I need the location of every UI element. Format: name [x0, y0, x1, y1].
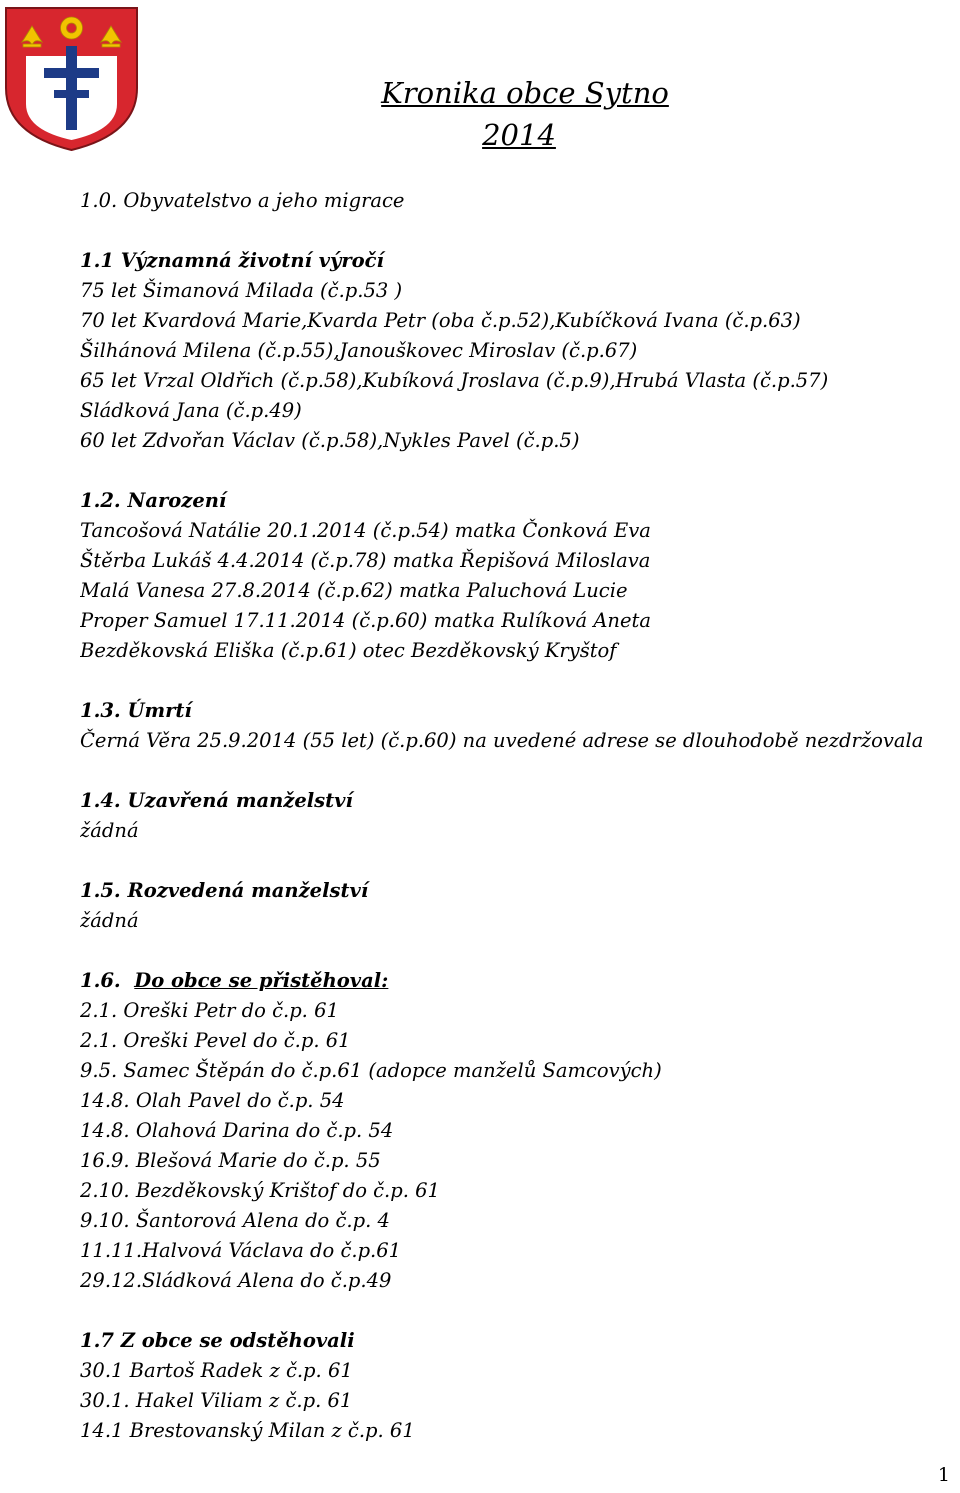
- section-heading-1-4: 1.4. Uzavřená manželství: [80, 789, 353, 812]
- list-item: Malá Vanesa 27.8.2014 (č.p.62) matka Paluchová Lucie: [80, 579, 628, 602]
- section-heading-1-3: 1.3. Úmrtí: [80, 699, 192, 722]
- list-item: Štěrba Lukáš 4.4.2014 (č.p.78) matka Řepišová Miloslava: [80, 549, 651, 572]
- page-number: 1: [937, 1464, 950, 1486]
- section-heading-1-6: [80, 966, 940, 996]
- list-item: 2.10. Bezděkovský Krištof do č.p. 61: [80, 1179, 440, 1202]
- list-item: žádná: [80, 909, 139, 932]
- list-item: Šilhánová Milena (č.p.55),Janouškovec Miroslav (č.p.67): [80, 339, 638, 362]
- list-item: žádná: [80, 819, 139, 842]
- section-heading-1-5: 1.5. Rozvedená manželství: [80, 879, 369, 902]
- list-item: 29.12.Sládková Alena do č.p.49: [80, 1269, 392, 1292]
- list-item: 65 let Vrzal Oldřich (č.p.58),Kubíková Jroslava (č.p.9),Hrubá Vlasta (č.p.57): [80, 369, 829, 392]
- section-heading-1-7: 1.7 Z obce se odstěhovali: [80, 1329, 355, 1352]
- list-item: 60 let Zdvořan Václav (č.p.58),Nykles Pavel (č.p.5): [80, 429, 580, 452]
- section-main-heading: 1.0. Obyvatelstvo a jeho migrace: [80, 189, 405, 212]
- list-item: 11.11.Halvová Václava do č.p.61: [80, 1239, 402, 1262]
- list-item: Černá Věra 25.9.2014 (55 let) (č.p.60) na uvedené adrese se dlouhodobě nezdržovala: [80, 729, 924, 752]
- list-item: 75 let Šimanová Milada (č.p.53 ): [80, 279, 403, 302]
- list-item: 9.10. Šantorová Alena do č.p. 4: [80, 1209, 390, 1232]
- list-item: 9.5. Samec Štěpán do č.p.61 (adopce manželů Samcových): [80, 1059, 662, 1082]
- title-block: [380, 72, 670, 156]
- chronicle-content: [80, 186, 940, 1446]
- list-item: 14.8. Olahová Darina do č.p. 54: [80, 1119, 394, 1142]
- list-item: Sládková Jana (č.p.49): [80, 399, 302, 422]
- document-year: 2014: [482, 118, 556, 152]
- list-item: 70 let Kvardová Marie,Kvarda Petr (oba č.p.52),Kubíčková Ivana (č.p.63): [80, 309, 801, 332]
- list-item: 2.1. Oreški Petr do č.p. 61: [80, 999, 339, 1022]
- section-title: Do obce se přistěhoval:: [134, 969, 389, 992]
- section-heading-1-1: 1.1 Významná životní výročí: [80, 249, 384, 272]
- section-heading-1-2: 1.2. Narození: [80, 489, 227, 512]
- list-item: 16.9. Blešová Marie do č.p. 55: [80, 1149, 381, 1172]
- document-title: Kronika obce Sytno: [381, 76, 669, 110]
- list-item: Tancošová Natálie 20.1.2014 (č.p.54) matka Čonková Eva: [80, 519, 651, 542]
- list-item: Bezděkovská Eliška (č.p.61) otec Bezděkovský Kryštof: [80, 639, 617, 662]
- list-item: 14.1 Brestovanský Milan z č.p. 61: [80, 1419, 415, 1442]
- coat-of-arms-icon: [4, 6, 139, 152]
- list-item: 14.8. Olah Pavel do č.p. 54: [80, 1089, 345, 1112]
- list-item: 30.1 Bartoš Radek z č.p. 61: [80, 1359, 353, 1382]
- list-item: 2.1. Oreški Pevel do č.p. 61: [80, 1029, 351, 1052]
- section-number: 1.6.: [80, 969, 121, 992]
- list-item: 30.1. Hakel Viliam z č.p. 61: [80, 1389, 353, 1412]
- list-item: Proper Samuel 17.11.2014 (č.p.60) matka Rulíková Aneta: [80, 609, 651, 632]
